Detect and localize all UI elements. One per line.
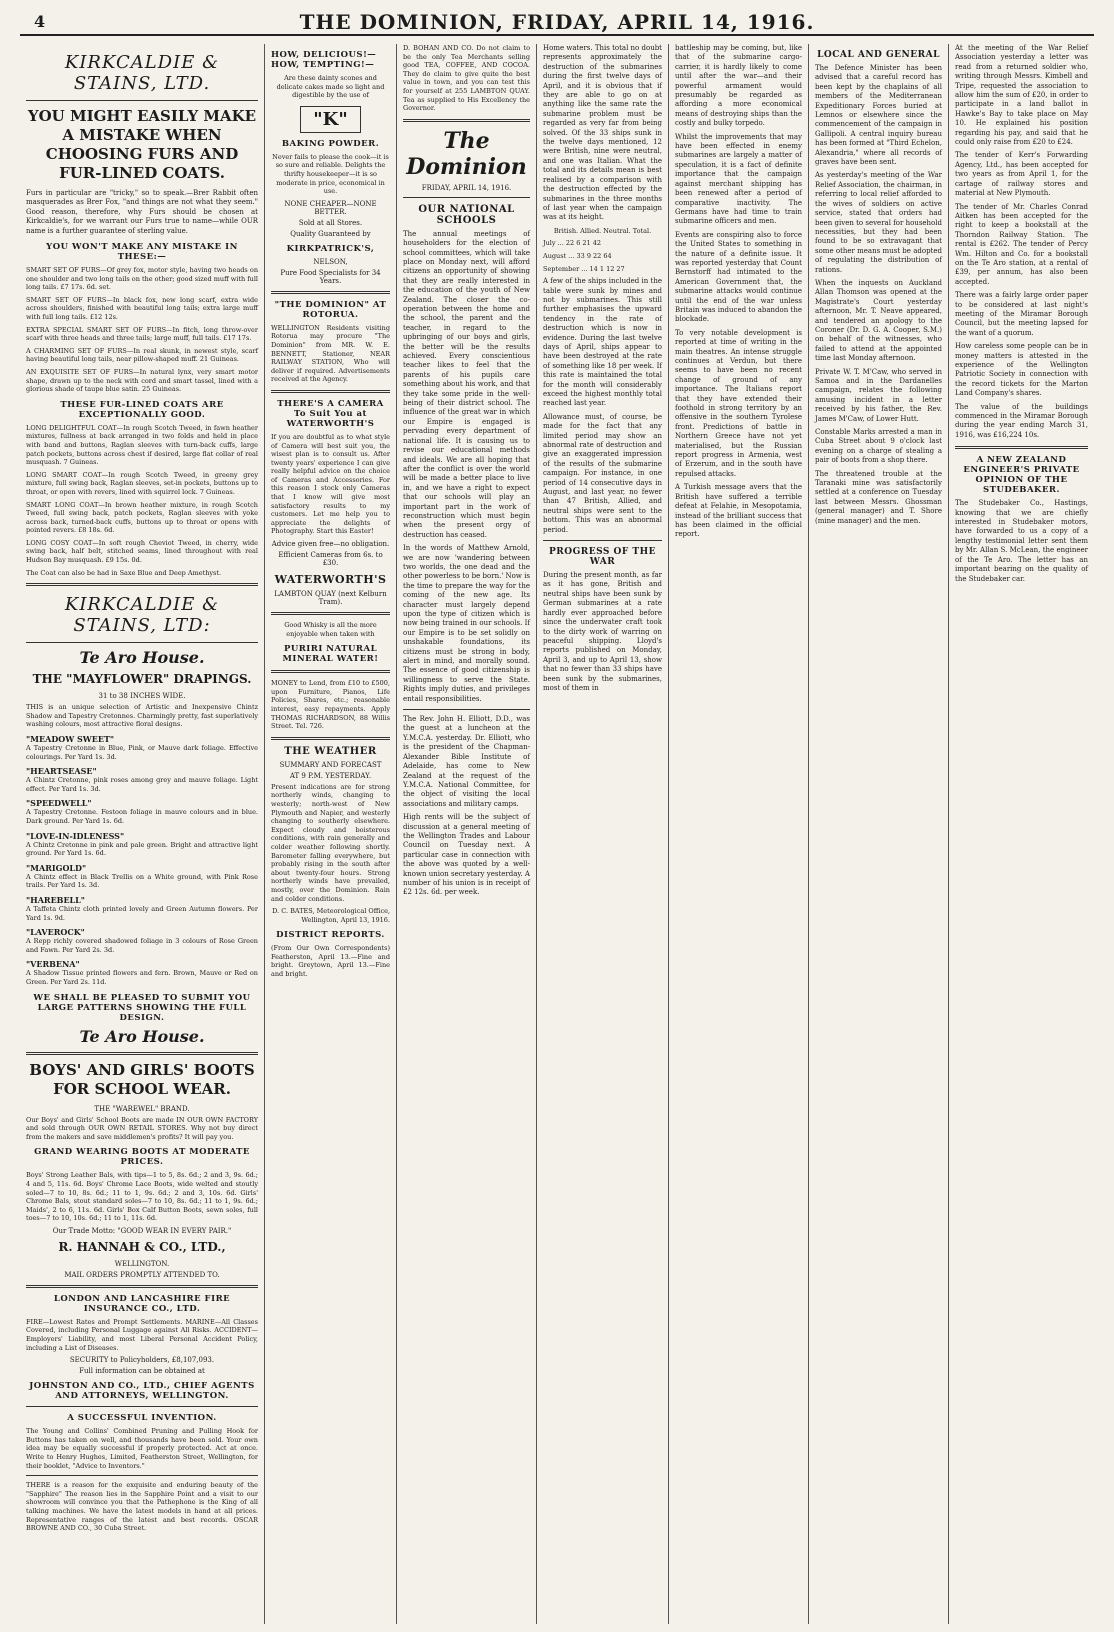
kirkcaldie-heading-2: KIRKCALDIE & STAINS, LTD: — [64, 594, 220, 637]
col7-item: The tender of Kerr's Forwarding Agency, Ltd., has been accepted for two years as from April 1, for the cartage of railway stores and material at New Plymouth. — [955, 151, 1088, 198]
draping-desc: A Tapestry Cretonne in Blue, Pink, or Mauve dark foliage. Effective colourings. Per Yard 1s. 3d. — [26, 744, 258, 761]
k-cheaper: NONE CHEAPER—NONE BETTER. — [284, 199, 377, 216]
war-text: Home waters. This total no doubt represents approximately the destruction of the submarines during the first twelve days of April, and it is obvious that if they are able to go on at anything like the same rate the submarine problem must be regarded as very far from being solved. Of the 33 ships sunk in the twelve days mentioned, 12 were British, nine were neutral, and one was Italian. What the total and its details mean is best realised by a comparison with the destruction effected by the submarines in the three months of last year when the campaign was at its height. — [543, 44, 662, 222]
mayflower-footer: WE SHALL BE PLEASED TO SUBMIT YOU LARGE PATTERNS SHOWING THE FULL DESIGN. — [33, 992, 251, 1023]
col7-item: At the meeting of the War Relief Association yesterday a letter was read from a returned soldier who, writing through Messrs. Kimbell and Tripe, requested the association to allow him the sum of £20, in order to participate in a land ballot in Hawke's Bay to take place on May 10. He explained his position regarding his pay, and said that he could only raise from £20 to £24. — [955, 44, 1088, 147]
draping-name: "MEADOW SWEET" — [26, 734, 115, 745]
local-general-title: LOCAL AND GENERAL — [817, 50, 940, 60]
hannah-mail: MAIL ORDERS PROMPTLY ATTENDED TO. — [64, 1270, 220, 1279]
draping-name: "SPEEDWELL" — [26, 798, 92, 809]
draping-name: "LOVE-IN-IDLENESS" — [26, 830, 125, 841]
furs-headline: YOU MIGHT EASILY MAKE A MISTAKE WHEN CHOOSING FURS AND FUR-LINED COATS. — [27, 107, 257, 182]
war-text-3: Allowance must, of course, be made for the fact that any limited period may show an abnormal rate of destruction and give an exaggerated impression of the results of the submarine campaign. For instance, in one period of 14 consecutive days in August, and last year, no fewer than 47 British, Allied, and neutral ships were sent to the bottom. This was an abnormal period. — [543, 412, 662, 534]
war-table-row: September ... 14 1 12 27 — [543, 264, 625, 273]
col7-item: There was a fairly large order paper to be considered at last night's meeting of the Miramar Borough Council, but the meeting lapsed for the want of a quorum. — [955, 291, 1088, 337]
london-security: SECURITY to Policyholders, £8,107,093. — [69, 1356, 215, 1365]
fur-item: SMART SET OF FURS—Of grey fox, motor style, having two heads on one shoulder and two long tails on the other; good sized muff with full long tails. £7 17s. 6d. set. — [26, 266, 259, 292]
war-table-row: July ... 22 6 21 42 — [543, 239, 602, 248]
boots-motto: Our Trade Motto: "GOOD WEAR IN EVERY PAIR." — [52, 1226, 232, 1235]
column-2 — [265, 44, 397, 1624]
column-3 — [397, 44, 537, 1624]
column-1 — [20, 44, 265, 1624]
puriri-name: PURIRI NATURAL MINERAL WATER! — [282, 644, 379, 665]
col7-item: The value of the buildings commenced in the Miramar Borough during the year ending March 31, 1916, was £16,224 10s. — [955, 402, 1088, 439]
col7-item: How careless some people can be in money matters is attested in the experience of the Wellington Patriotic Society in connection with the record tickets for the Marton Land Company's shares. — [955, 342, 1088, 398]
k-text: Never fails to please the cook—it is so sure and reliable. Delights the thrifty housekeeper—it is so moderate in price, economical in use. — [272, 152, 389, 196]
weather-text: Present indications are for strong northerly winds, changing to westerly; north-west of New Plymouth and Napier, and westerly changing to southerly elsewhere. Expect cloudy and boisterous conditions, with rain generally and colder weather following shortly. Barometer falling everywhere, but probably rising in the south after about twenty-four hours. Strong northerly winds have prevailed, mostly, over the Dominion. Rain and colder conditions. — [271, 782, 390, 903]
nz-engineer-title: A NEW ZEALAND ENGINEER'S PRIVATE OPINION OF THE STUDEBAKER. — [963, 455, 1080, 496]
war-table-row: August ... 33 9 22 64 — [543, 251, 612, 260]
local-item: The threatened trouble at the Taranaki mine was satisfactorily settled at a conference on Tuesday last between Messrs. Ghossman (general manager) and T. Shore (mine manager) and the men. — [815, 469, 942, 525]
local-item: As yesterday's meeting of the War Relief Association, the chairman, in referring to local relief afforded to the wives of soldiers on active service, stated that orders had been given to several for household necessities, but they had been found to be so extravagant that some other means must be adopted of regulating the distribution of rations. — [815, 171, 942, 274]
editorial-text: The annual meetings of householders for the election of school committees, which will take place on Monday next, will afford citizens an opportunity of showing that they are really interested in the education of the youth of New Zealand. The closer the co-operation between the home and the school, the parent and the teacher, in regard to the upbringing of our boys and girls, the better will be the results achieved. Every conscientious teacher likes to feel that the parents of his pupils care something about his work, and that they take some pride in the well-being of their district school. The influence of the great war in which our Empire is engaged is pervading every department of national life. It is causing us to revise our educational methods and ideals. We are all hoping that after the conflict is over the world will be made a better place to live in, and we have a right to expect that our schools will play an important part in the work of reconstruction which must begin when the present orgy of destruction has ceased. — [403, 229, 530, 539]
london-agents: JOHNSTON AND CO., LTD., CHIEF AGENTS AND ATTORNEYS, WELLINGTON. — [29, 1381, 255, 1402]
delicious-heading: HOW, DELICIOUS!—HOW, TEMPTING!— — [271, 50, 377, 70]
furs-subheading: YOU WON'T MAKE ANY MISTAKE IN THESE:— — [46, 242, 238, 263]
te-aro-house-logo: Te Aro House. — [79, 648, 205, 668]
rents-text: High rents will be the subject of discussion at a general meeting of the Wellington Trades and Labour Council on Tuesday next. A particular case in connection with the above was quoted by a well-known union secretary yesterday. A number of his union is in receipt of £2 12s. 6d. per week. — [403, 813, 530, 897]
coat-item: SMART LONG COAT—In brown heather mixture, in rough Scotch Tweed, full swing back, patch pockets, Raglan sleeves with yoke across back, turned-back cuffs, buttons up to throat or opens with pointed revers. £8 18s. 6d. — [26, 500, 258, 535]
mayflower-title: THE "MAYFLOWER" DRAPINGS. — [32, 672, 252, 687]
local-item: Private W. T. M'Caw, who served in Samoa and in the Dardanelles campaign, relates the following amusing incident in a letter received by his father, the Rev. James M'Caw, of Lower Hutt. — [815, 367, 942, 423]
london-text: FIRE—Lowest Rates and Prompt Settlements. MARINE—All Classes Covered, including Personal Luggage against All Risks. ACCIDENT—Employers' Liability, and most Liberal Personal Accident Policy, including a List of Diseases. — [26, 1317, 258, 1352]
draping-item — [26, 766, 258, 793]
district-title: DISTRICT REPORTS. — [276, 930, 385, 941]
waterworth-address: LAMBTON QUAY (next Kelburn Tram). — [274, 590, 387, 607]
camera-efficient: Efficient Cameras from 6s. to £30. — [278, 551, 383, 568]
col7-item: The tender of Mr. Charles Conrad Aitken has been accepted for the right to keep a bookstall at the Thorndon Railway Station. The rental is £262. The tender of Percy Wm. Hilton and Co. for a bookstall on the Te Aro station, at a rental of £39, per annum, has also been accepted. — [955, 202, 1088, 286]
sapphire-text: THERE is a reason for the exquisite and enduring beauty of the "Sapphire" The reason lies in the Sapphire Point and a visit to our showroom will convince you that the Pathephone is the King of all talking machines. We have the latest models in hand at all prices. Representative ranges of the latest and best records. OSCAR BROWNE AND CO., 30 Cuba Street. — [26, 1481, 258, 1533]
camera-text: If you are doubtful as to what style of Camera will best suit you, the wisest plan is to consult us. After twenty years' experience I can give really helpful advice on the choice of Cameras and Accessories. For this reason I stock only Cameras that I know will give most satisfactory results to my customers. Let me help you to appreciate the delights of Photography. Start this Easter! — [271, 432, 390, 536]
local-item: When the inquests on Auckland Allan Thomson was opened at the Magistrate's Court yesterday afternoon, Mr. T. Neave appeared, and tendered an apology to the Coroner (Dr. D. G. A. Cooper, S.M.) on behalf of the witnesses, who failed to attend at the appointed time last Monday afternoon. — [815, 278, 942, 363]
draping-item — [26, 798, 258, 825]
column-6 — [809, 44, 949, 1624]
furs-intro: Furs in particular are "tricky," so to speak.—Brer Rabbit often masquerades as Brer Fox, "and things are not what they seem." Good reason, therefore, why Furs should be chosen at Kirkcaldie's, for we warrant our Furs true to name—while OUR name is a further guarantee of sterling value. — [26, 189, 258, 235]
mayflower-width: 31 to 38 INCHES WIDE. — [98, 692, 186, 701]
boots-brand: THE "WAREWEL" BRAND. — [94, 1104, 190, 1113]
draping-item — [26, 927, 258, 954]
draping-desc: A Tapestry Cretonne. Festoon foliage in mauve colours and in blue. Dark ground. Per Yard 1s. 6d. — [26, 808, 258, 825]
newspaper-title: THE DOMINION, FRIDAY, APRIL 14, 1916. — [299, 10, 815, 34]
coat-item: LONG SMART COAT—In rough Scotch Tweed, in greeny grey mixture, full swing back, Raglan sleeves, set-in pockets, buttons up to throat, or open with revers, lined with squirrel lock. 7 Guineas. — [26, 470, 258, 496]
draping-desc: A Taffeta Chintz cloth printed lovely and Green Autumn flowers. Per Yard 1s. 9d. — [26, 904, 258, 922]
draping-item — [26, 895, 258, 922]
rotorua-text: WELLINGTON Residents visiting Rotorua may procure "The Dominion" from MR. W. E. BENNETT, Stationer, NEAR RAILWAY STATION, Who will deliver if required. Advertisements received at the Agency. — [271, 323, 390, 384]
editorial-title: OUR NATIONAL SCHOOLS — [418, 203, 515, 226]
coat-item: LONG COSY COAT—In soft rough Cheviot Tweed, in cherry, wide swing back, half belt, stitched seams, lined throughout with real Hudson Bay musquash. £9 15s. 0d. — [26, 538, 258, 565]
column-4 — [537, 44, 669, 1624]
fur-item: EXTRA SPECIAL SMART SET OF FURS—In fitch, long throw-over scarf with three heads and three tails; large muff, full tails. £17 17s. — [26, 325, 258, 343]
draping-name: "MARIGOLD" — [26, 862, 87, 873]
camera-heading: THERE'S A CAMERA To Suit You at WATERWORTH'S — [277, 398, 384, 429]
dominion-nameplate: The Dominion — [406, 127, 527, 180]
kirkcaldie-heading: KIRKCALDIE & STAINS, LTD. — [64, 52, 220, 94]
fur-item: A CHARMING SET OF FURS—In real skunk, in newest style, scarf having beautiful long tails, near pillow-shaped muff. 21 Guineas. — [26, 346, 258, 364]
local-item: Constable Marks arrested a man in Cuba Street about 9 o'clock last evening on a charge of stealing a pair of boots from a shop there. — [815, 428, 942, 465]
district-text: (From Our Own Correspondents) Featherston, April 13.—Fine and bright. Greytown, April 13.—Fine and bright. — [271, 944, 390, 979]
weather-sign: D. C. BATES, Meteorological Office, Wellington, April 13, 1916. — [272, 907, 390, 924]
coat-item: LONG DELIGHTFUL COAT—In rough Scotch Tweed, in fawn heather mixtures, fullness at back arranged in two folds and held in place with band and buttons, Raglan sleeves with turn-back cuffs, large patch pockets, buttons across chest if desired, large flat collar of real musquash. 7 Guineas. — [26, 423, 258, 467]
fur-item: SMART SET OF FURS—In black fox, new long scarf, extra wide across shoulders, finished with beautiful long tails; extra large muff with full long tails. £12 12s. — [26, 295, 258, 321]
money-text: MONEY to Lend, from £10 to £500, upon Furniture, Pianos, Life Policies, Shares, etc.; reasonable interest, easy repayments. Apply THOMAS RICHARDSON, 88 Willis Street. Tel. 726. — [271, 679, 390, 731]
boots-title: BOYS' AND GIRLS' BOOTS FOR SCHOOL WEAR. — [29, 1060, 255, 1098]
k-city: NELSON, — [313, 257, 348, 266]
mayflower-intro: THIS is an unique selection of Artistic and Inexpensive Chintz Shadow and Tapestry Cretonnes. Charmingly pretty, fast superlatively washing colours, most attractive floral designs. — [26, 703, 258, 729]
column-7 — [949, 44, 1094, 1624]
draping-desc: A Repp richly covered shadowed foliage in 3 colours of Rose Green and Fawn. Per Yard 2s. 3d. — [26, 937, 258, 954]
coats-heading: THESE FUR-LINED COATS ARE EXCEPTIONALLY GOOD. — [60, 399, 224, 420]
rotorua-title: "THE DOMINION" AT ROTORUA. — [274, 299, 387, 320]
war-text-2: A few of the ships included in the table were sunk by mines and not by submarines. This still further emphasises the upward tendency in the rate of destruction which is now in evidence. During the last twelve days of April, ships appear to have been destroyed at the rate of something like 18 per week. If this rate is maintained the total for the month will considerably exceed the highest monthly total reached last year. — [543, 277, 662, 408]
k-logo: "K" — [271, 106, 390, 133]
draping-name: "HEARTSEASE" — [26, 766, 97, 777]
london-info: Full information can be obtained at — [79, 1367, 205, 1376]
london-title: LONDON AND LANCASHIRE FIRE INSURANCE CO., LTD. — [53, 1293, 231, 1314]
elliott-text: The Rev. John H. Elliott, D.D., was the guest at a luncheon at the Y.M.C.A. yesterday. Dr. Elliott, who is the president of the Chapman-Alexander Bible Institute of Adelaide, has come to New Zealand at the request of the Y.M.C.A. National Committee, for the object of visiting the local associations and military camps. — [403, 715, 530, 808]
draping-desc: A Chintz Cretonne, pink roses among grey and mauve foliage. Light effect. Per Yard 1s. 3d. — [26, 776, 258, 793]
delicious-text: Are these dainty scones and delicate cakes made so light and digestible by the use of — [276, 74, 385, 100]
boots-prices: Boys' Strong Leather Bals, with tips—1 to 5, 8s. 6d.; 2 and 3, 9s. 6d.; 4 and 5, 11s. 6d. Boys' Chrome Lace Boots, wide welted and stoutly soled—7 to 10, 8s. 6d.; 11 to 1, 9s. 6d.; 2 and 3, 10s. 6d. Girls' Chrome Bals, stout standard soles—7 to 10, 8s. 6d.; 11 to 1, 9s. 6d.; Maids', 2 to 6, 11s. 6d. Girls' Box Calf Button Boots, sewn soles, full toes—7 to 10, 10s. 6d.; 11 to 1, 11s. 6d. — [26, 1171, 258, 1223]
war-table-head: British. Allied. Neutral. Total. — [553, 226, 652, 235]
draping-desc: A Chintz effect in Black Trellis on a White ground, with Pink Rose trails. Per Yard 1s. 3d. — [26, 872, 258, 890]
bohan-text: D. BOHAN AND CO. Do not claim to be the only Tea Merchants selling good TEA, COFFEE, AND COCOA. They do claim to give quite the best value in town, and you can test this for yourself at 255 LAMBTON QUAY. Tea as supplied to His Excellency the Governor. — [403, 44, 530, 113]
draping-item — [26, 959, 258, 986]
draping-name: "VERBENA" — [26, 959, 80, 970]
invention-text: The Young and Collins' Combined Pruning and Pulling Hook for Buttons has taken on well, and thousands have been sold. Your own idea may be equally successful if properly protected. Act at once. Write to Henry Hughes, Limited, Featherston Street, Wellington, for their booklet, "Advice to Inventors." — [26, 1427, 258, 1470]
camera-free: Advice given free—no obligation. — [271, 540, 390, 549]
column-5 — [669, 44, 809, 1624]
draping-item — [26, 831, 258, 858]
fur-item: AN EXQUISITE SET OF FURS—In natural lynx, very smart motor shape, drawn up to the neck with cord and smart tassel, lined with a glorious shade of taupe blue satin. 25 Guineas. — [26, 367, 258, 394]
col5-text: To very notable development is reported at time of writing in the main theatres. An intense struggle continues at Verdun, but there seems to have been no recent change of ground of any importance. The Italians report that they have extended their foothold in strong territory by an offensive in the southern Tyrolese front. Predictions of battle in Northern Greece have not yet materialised, but the Russian report progress in Armenia, west of Erzerum, and in the south have repulsed attacks. — [675, 328, 802, 478]
weather-sub: SUMMARY AND FORECAST — [279, 760, 382, 769]
dominion-date: FRIDAY, APRIL 14, 1916. — [421, 183, 512, 192]
weather-title: THE WEATHER — [284, 745, 377, 757]
boots-prices-heading: GRAND WEARING BOOTS AT MODERATE PRICES. — [34, 1147, 250, 1168]
boots-intro: Our Boys' and Girls' School Boots are made IN OUR OWN FACTORY and sold through OUR OWN RETAIL STORES. Why not buy direct from the makers and save middlemen's profits? It will pay you. — [26, 1115, 258, 1141]
k-quality: Quality Guaranteed by — [290, 229, 371, 238]
col5-text: Events are conspiring also to force the United States to something in the nature of a definite issue. It was reported yesterday that Count Bernstorff had intimated to the American Government that, the submarine attacks would continue until the end of the war unless Britain was induced to abandon the blockade. — [675, 230, 802, 324]
waterworth-name: WATERWORTH'S — [274, 573, 387, 587]
col5-text: Whilst the improvements that may have been effected in enemy submarines are largely a matter of speculation, it is a fact of definite importance that the campaign against merchant shipping has been renewed after a period of comparative inactivity. The Germans have had time to train submarine officers and men. — [675, 132, 802, 226]
k-sold: Sold at all Stores. — [298, 218, 363, 227]
local-item: The Defence Minister has been advised that a careful record has been kept by the chaplains of all members of the Mediterranean Expeditionary Forces buried at Lemnos or elsewhere since the commencement of the campaign in Gallipoli. A central inquiry bureau has been formed at "Third Echelon, Alexandria," where all records of graves have been sent. — [815, 64, 942, 167]
nz-engineer-text: The Studebaker Co., Hastings, knowing that we are chiefly interested in Studebaker motors, have forwarded to us a copy of a lengthy testimonial letter sent them by Mr. Allan S. McLean, the engineer of the Te Aro. The letter has an important bearing on the quality of the Studebaker car. — [955, 499, 1088, 583]
coats-footnote: The Coat can also be had in Saxe Blue and Deep Amethyst. — [26, 568, 222, 577]
invention-title: A SUCCESSFUL INVENTION. — [67, 1413, 217, 1424]
progress-title: PROGRESS OF THE WAR — [549, 547, 656, 568]
draping-name: "HAREBELL" — [26, 894, 85, 905]
hannah-name: R. HANNAH & CO., LTD., — [58, 1239, 226, 1254]
draping-desc: A Chintz Cretonne in pink and pale green. Bright and attractive light ground. Per Yard 1s. 6d. — [26, 840, 258, 858]
whisky-text: Good Whisky is all the more enjoyable when taken with — [284, 621, 377, 638]
draping-item — [26, 863, 258, 890]
progress-text: During the present month, as far as it has gone, British and neutral ships have been sunk by German submarines at a rate hardly ever approached before since the underwater craft took to the dirty work of warring on peaceful shipping. Lloyd's reports published on Monday, April 3, and up to April 13, show that no fewer than 33 ships have been sunk by the submarines, most of them in — [543, 571, 662, 692]
weather-time: AT 9 P.M. YESTERDAY. — [289, 771, 372, 780]
col5-text: A Turkish message avers that the British have suffered a terrible defeat at Felahie, in Mesopotamia, instead of the brilliant success that has been claimed in the official report. — [675, 483, 802, 539]
te-aro-house-logo-2: Te Aro House. — [79, 1026, 205, 1046]
col5-text: battleship may be coming, but, like that of the submarine cargo-carrier, it is hardly likely to come until after the war—and their powerful armament would presumably be regarded as affording a more economical means of destroying ships than the costly and bulky torpedo. — [675, 44, 802, 128]
hannah-city: WELLINGTON. — [114, 1259, 170, 1268]
page-number: 4 — [34, 12, 46, 31]
k-pure: Pure Food Specialists for 34 Years. — [280, 268, 381, 285]
k-product-name: BAKING POWDER. — [281, 138, 380, 149]
draping-item — [26, 734, 258, 761]
draping-desc: A Shadow Tissue printed flowers and fern. Brown, Mauve or Red on Green. Per Yard 2s. 11d. — [26, 969, 258, 986]
draping-name: "LAVEROCK" — [26, 927, 85, 938]
masthead — [20, 8, 1094, 36]
k-maker: KIRKPATRICK'S, — [286, 243, 375, 254]
editorial-text-2: In the words of Matthew Arnold, we are now 'wandering between two worlds, the one dead and the other powerless to be born.' Now is the time to prepare the way for the coming of the new age. Its character must largely depend upon the type of citizen which is now being trained in our schools. If our Empire is to be set solidly on unshakable foundations, its citizens must be strong in body, alert in mind, and morally sound. The essence of good citizenship is willingness to serve the State. Rights imply duties, and privileges entail responsibilities. — [403, 544, 530, 703]
